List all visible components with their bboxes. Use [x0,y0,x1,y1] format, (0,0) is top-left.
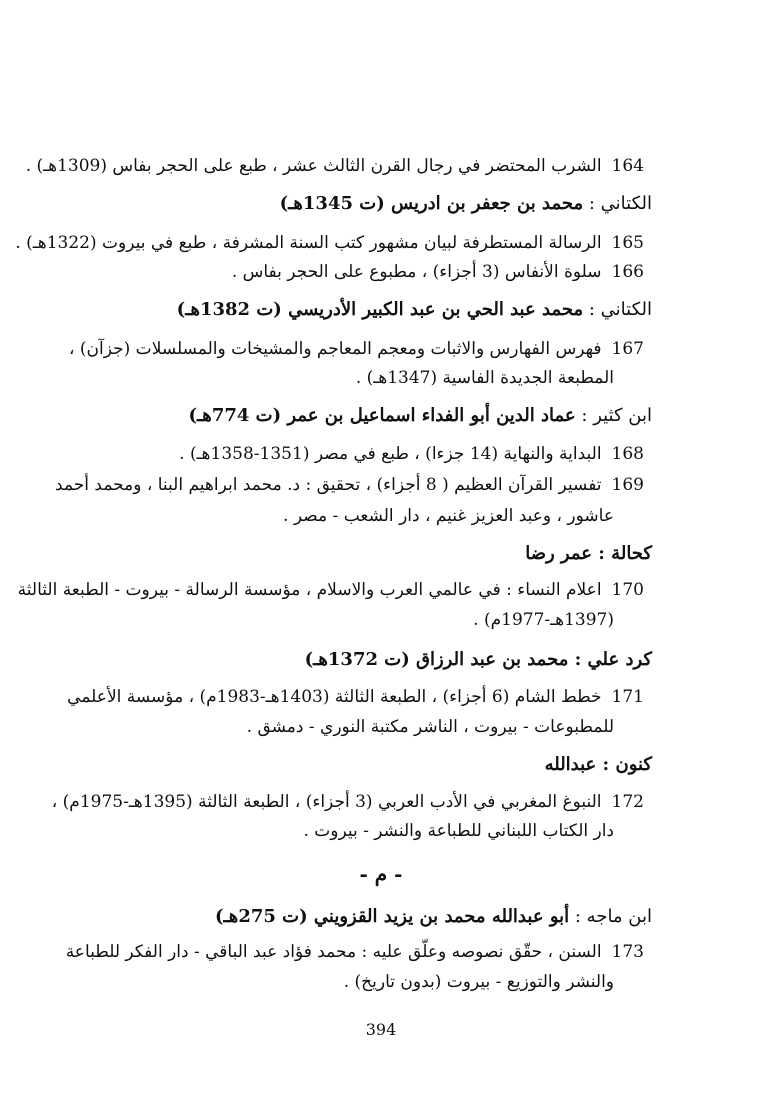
author-name: محمد بن جعفر بن ادريس (ت 1345هـ) [279,193,584,214]
author-heading [100,540,652,568]
author-name: أبو عبدالله محمد بن يزيد القزويني (ت 275هـ) [215,906,570,927]
entry-text: خطط الشام (6 أجزاء) ، الطبعة الثالثة (1403هـ-1983م) ، مؤسسة الأعلمي [67,687,602,707]
entry-number: 172 [611,792,644,812]
author-name: محمد عبد الحي بن عبد الكبير الأدريسي (ت 1382هـ) [176,299,584,320]
author-name: كرد علي : محمد بن عبد الرزاق (ت 1372هـ) [304,649,652,670]
entry-continuation: والنشر والتوزيع - بيروت (بدون تاريخ) . [343,972,614,992]
author-name: عماد الدين أبو الفداء اسماعيل بن عمر (ت 774هـ) [188,405,576,426]
bibliography-entry-168 [100,441,644,467]
author-prefix: ابن ماجه : [574,906,652,927]
entry-number: 168 [611,444,644,464]
entry-number: 171 [611,687,644,707]
entry-text: تفسير القرآن العظيم ( 8 أجزاء) ، تحقيق : د. محمد ابراهيم البنا ، ومحمد أحمد [55,475,602,495]
bibliography-entry-165 [15,230,644,256]
entry-text: البداية والنهاية (14 جزءا) ، طبع في مصر (1351-1358هـ) . [179,444,602,464]
bibliography-entry-173 [65,939,644,965]
entry-continuation: عاشور ، وعبد العزيز غنيم ، دار الشعب - مصر . [283,506,614,526]
author-heading [100,646,652,674]
entry-text: الرسالة المستطرفة لبيان مشهور كتب السنة المشرفة ، طبع في بيروت (1322هـ) . [15,233,602,253]
author-heading [100,296,652,324]
author-heading [100,402,652,430]
entry-number: 166 [611,262,644,282]
bibliography-entry-166 [100,259,644,285]
bibliography-entry-167 [69,336,644,362]
entry-text: فهرس الفهارس والاثبات ومعجم المعاجم والمشيخات والمسلسلات (جزآن) ، [69,339,602,359]
author-name: كنون : عبدالله [544,754,652,775]
entry-number: 164 [611,156,644,176]
entry-number: 165 [611,233,644,253]
entry-number: 169 [611,475,644,495]
entry-text: الشرب المحتضر في رجال القرن الثالث عشر ، طبع على الحجر بفاس (1309هـ) . [25,156,602,176]
entry-number: 173 [611,942,644,962]
author-prefix: ابن كثير : [581,405,652,426]
entry-text: النبوغ المغربي في الأدب العربي (3 أجزاء) ، الطبعة الثالثة (1395هـ-1975م) ، [51,792,602,812]
entry-continuation: المطبعة الجديدة الفاسية (1347هـ) . [355,368,614,388]
entry-continuation: للمطبوعات - بيروت ، الناشر مكتبة النوري - دمشق . [246,717,614,737]
author-prefix: الكتاني : [588,193,652,214]
section-letter-heading: - م - [359,862,403,886]
bibliography-entry-170 [17,577,644,603]
author-heading [100,903,652,931]
entry-text: اعلام النساء : في عالمي العرب والاسلام ، مؤسسة الرسالة - بيروت - الطبعة الثالثة [17,580,602,600]
bibliography-entry-169 [55,472,644,498]
author-name: كحالة : عمر رضا [525,543,652,564]
author-heading [100,190,652,218]
entry-continuation: (1397هـ-1977م) . [473,610,614,630]
entry-continuation: دار الكتاب اللبناني للطباعة والنشر - بيروت . [303,821,614,841]
entry-number: 170 [611,580,644,600]
entry-number: 167 [611,339,644,359]
bibliography-entry-171 [67,684,644,710]
entry-text: سلوة الأنفاس (3 أجزاء) ، مطبوع على الحجر بفاس . [231,262,602,282]
entry-text: السنن ، حقّق نصوصه وعلّق عليه : محمد فؤاد عبد الباقي - دار الفكر للطباعة [65,942,602,962]
bibliography-entry-164 [25,153,644,179]
author-prefix: الكتاني : [588,299,652,320]
author-heading [100,751,652,779]
page-number: 394 [365,1020,397,1039]
bibliography-entry-172 [51,789,644,815]
